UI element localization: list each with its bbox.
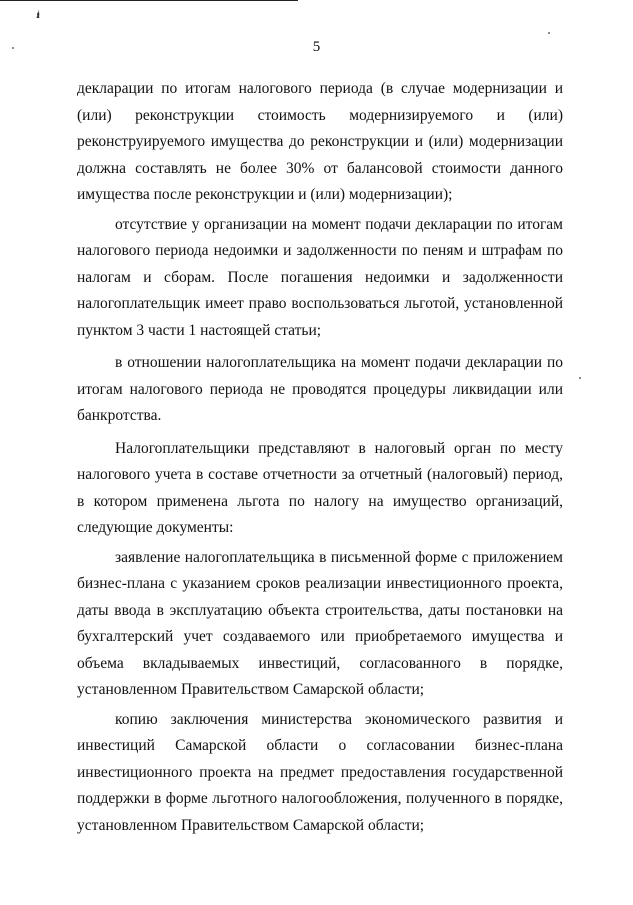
top-edge-rule xyxy=(0,0,298,1)
paragraph-continuation: декларации по итогам налогового периода (в случае модернизации и (или) реконструкции стоимость модернизируемого и (или) реконструируемого имущества до реконструкции и (или) модернизации должна составлять не более 30% от балансовой стоимости данного имущества после реконструкции и (или) модернизации); xyxy=(77,80,563,203)
paragraph-no-liquidation-condition: в отношении налогоплательщика на момент подачи декларации по итогам налогового периода не проводятся процедуры ликвидации или банкротства. xyxy=(77,354,563,424)
scan-speck xyxy=(579,377,581,379)
paragraph-no-arrears-condition: отсутствие у организации на момент подачи декларации по итогам налогового периода недоимки и задолженности по пеням и штрафам по налогам и сборам. После погашения недоимки и задолженности налогоплательщик имеет право воспользоваться льготой, установленной пунктом 3 части 1 настоящей статьи; xyxy=(77,215,563,339)
page-number: 5 xyxy=(312,39,321,55)
paragraph-documents-intro: Налогоплательщики представляют в налоговый орган по месту налогового учета в составе отчетности за отчетный (налоговый) период, в котором применена льгота по налогу на имущество организаций, следующие документы: xyxy=(77,439,563,536)
scan-speck xyxy=(548,32,550,34)
scan-mark-icon: 🖠 xyxy=(36,7,41,21)
document-body xyxy=(77,76,563,839)
paragraph-application-item: заявление налогоплательщика в письменной форме с приложением бизнес-плана с указанием сроков реализации инвестиционного проекта, даты ввода в эксплуатацию объекта строительства, даты постановки на бухгалтерский учет создаваемого или приобретаемого имущества и объема вкладываемых инвестиций, согласованного в порядке, установленном Правительством Самарской области; xyxy=(77,548,563,698)
paragraph-ministry-conclusion-item: копию заключения министерства экономического развития и инвестиций Самарской области о согласовании бизнес-плана инвестиционного проекта на предмет предоставления государственной поддержки в форме льготного налогообложения, полученного в порядке, установленном Правительством Самарской области; xyxy=(77,710,563,834)
